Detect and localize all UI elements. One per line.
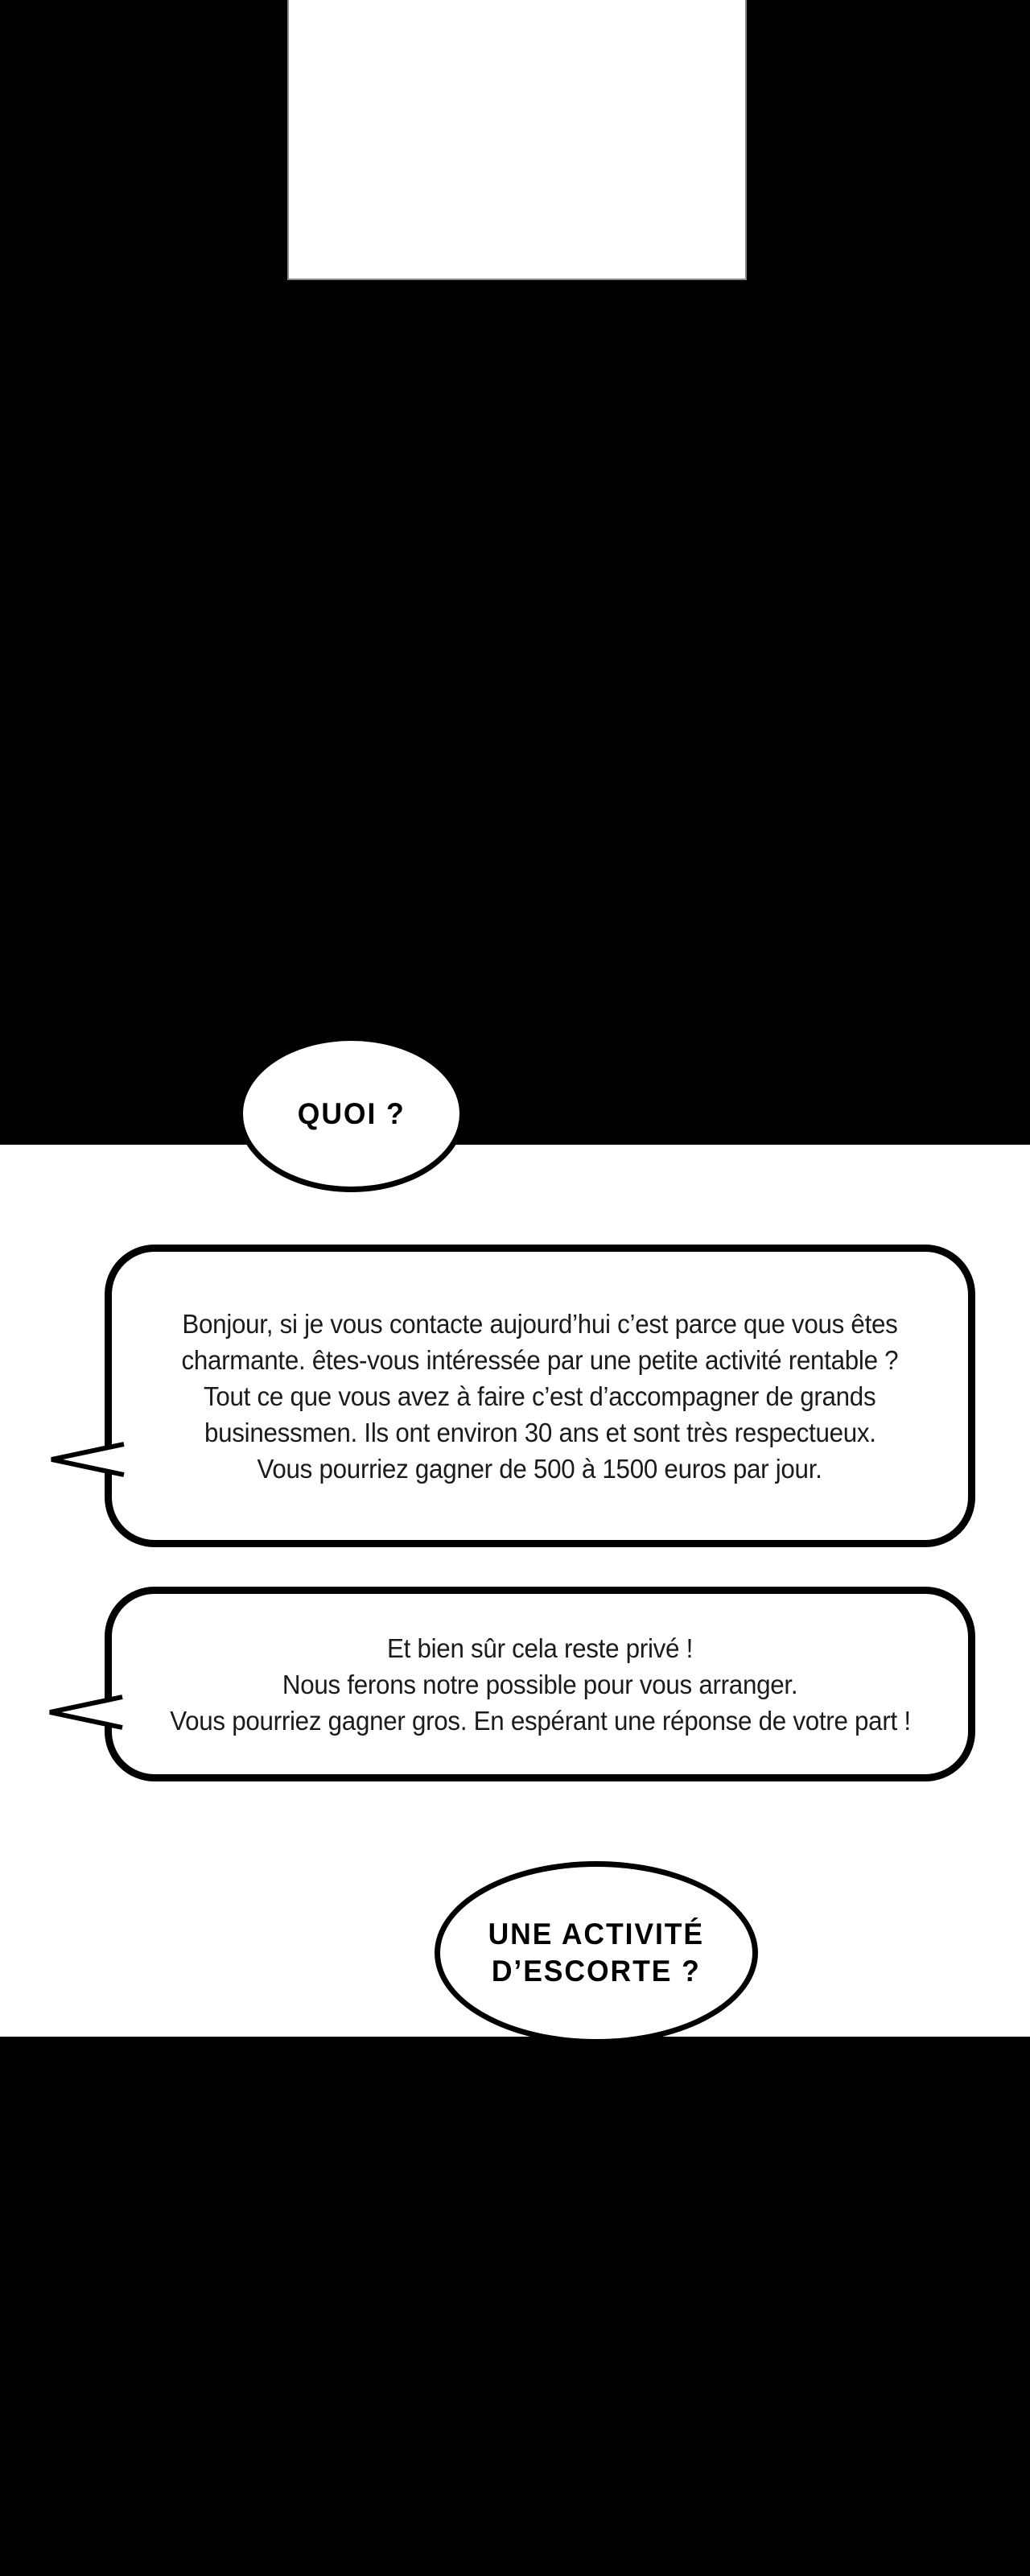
speech-bubble-escorte bbox=[435, 1861, 758, 2045]
speech-bubble-quoi-text: QUOI ? bbox=[297, 1096, 406, 1130]
message-bubble-2-tail bbox=[43, 1690, 124, 1736]
message-line: Nous ferons notre possible pour vous arranger. bbox=[282, 1669, 798, 1699]
message-bubble-1-tail bbox=[45, 1438, 126, 1483]
speech-bubble-escorte-line: UNE ACTIVITÉ bbox=[488, 1918, 705, 1951]
message-line: Bonjour, si je vous contacte aujourd’hui c’est parce que vous êtes bbox=[182, 1308, 898, 1339]
speech-bubble-escorte-line: D’ESCORTE ? bbox=[492, 1955, 701, 1988]
message-line: Et bien sûr cela reste privé ! bbox=[386, 1633, 694, 1663]
blank-comic-panel bbox=[287, 0, 747, 280]
message-line: Vous pourriez gagner gros. En espérant une réponse de votre part ! bbox=[169, 1705, 911, 1736]
message-line: Vous pourriez gagner de 500 à 1500 euros par jour. bbox=[257, 1453, 823, 1484]
message-line: Tout ce que vous avez à faire c’est d’accompagner de grands bbox=[204, 1381, 876, 1411]
message-bubble-1 bbox=[105, 1245, 975, 1547]
message-line: businessmen. Ils ont environ 30 ans et sont très respectueux. bbox=[204, 1417, 876, 1447]
speech-bubble-quoi bbox=[237, 1035, 465, 1192]
message-line: charmante. êtes-vous intéressée par une petite activité rentable ? bbox=[181, 1344, 899, 1375]
speech-bubble-escorte-text bbox=[488, 1916, 704, 1990]
message-bubble-2 bbox=[105, 1587, 975, 1781]
